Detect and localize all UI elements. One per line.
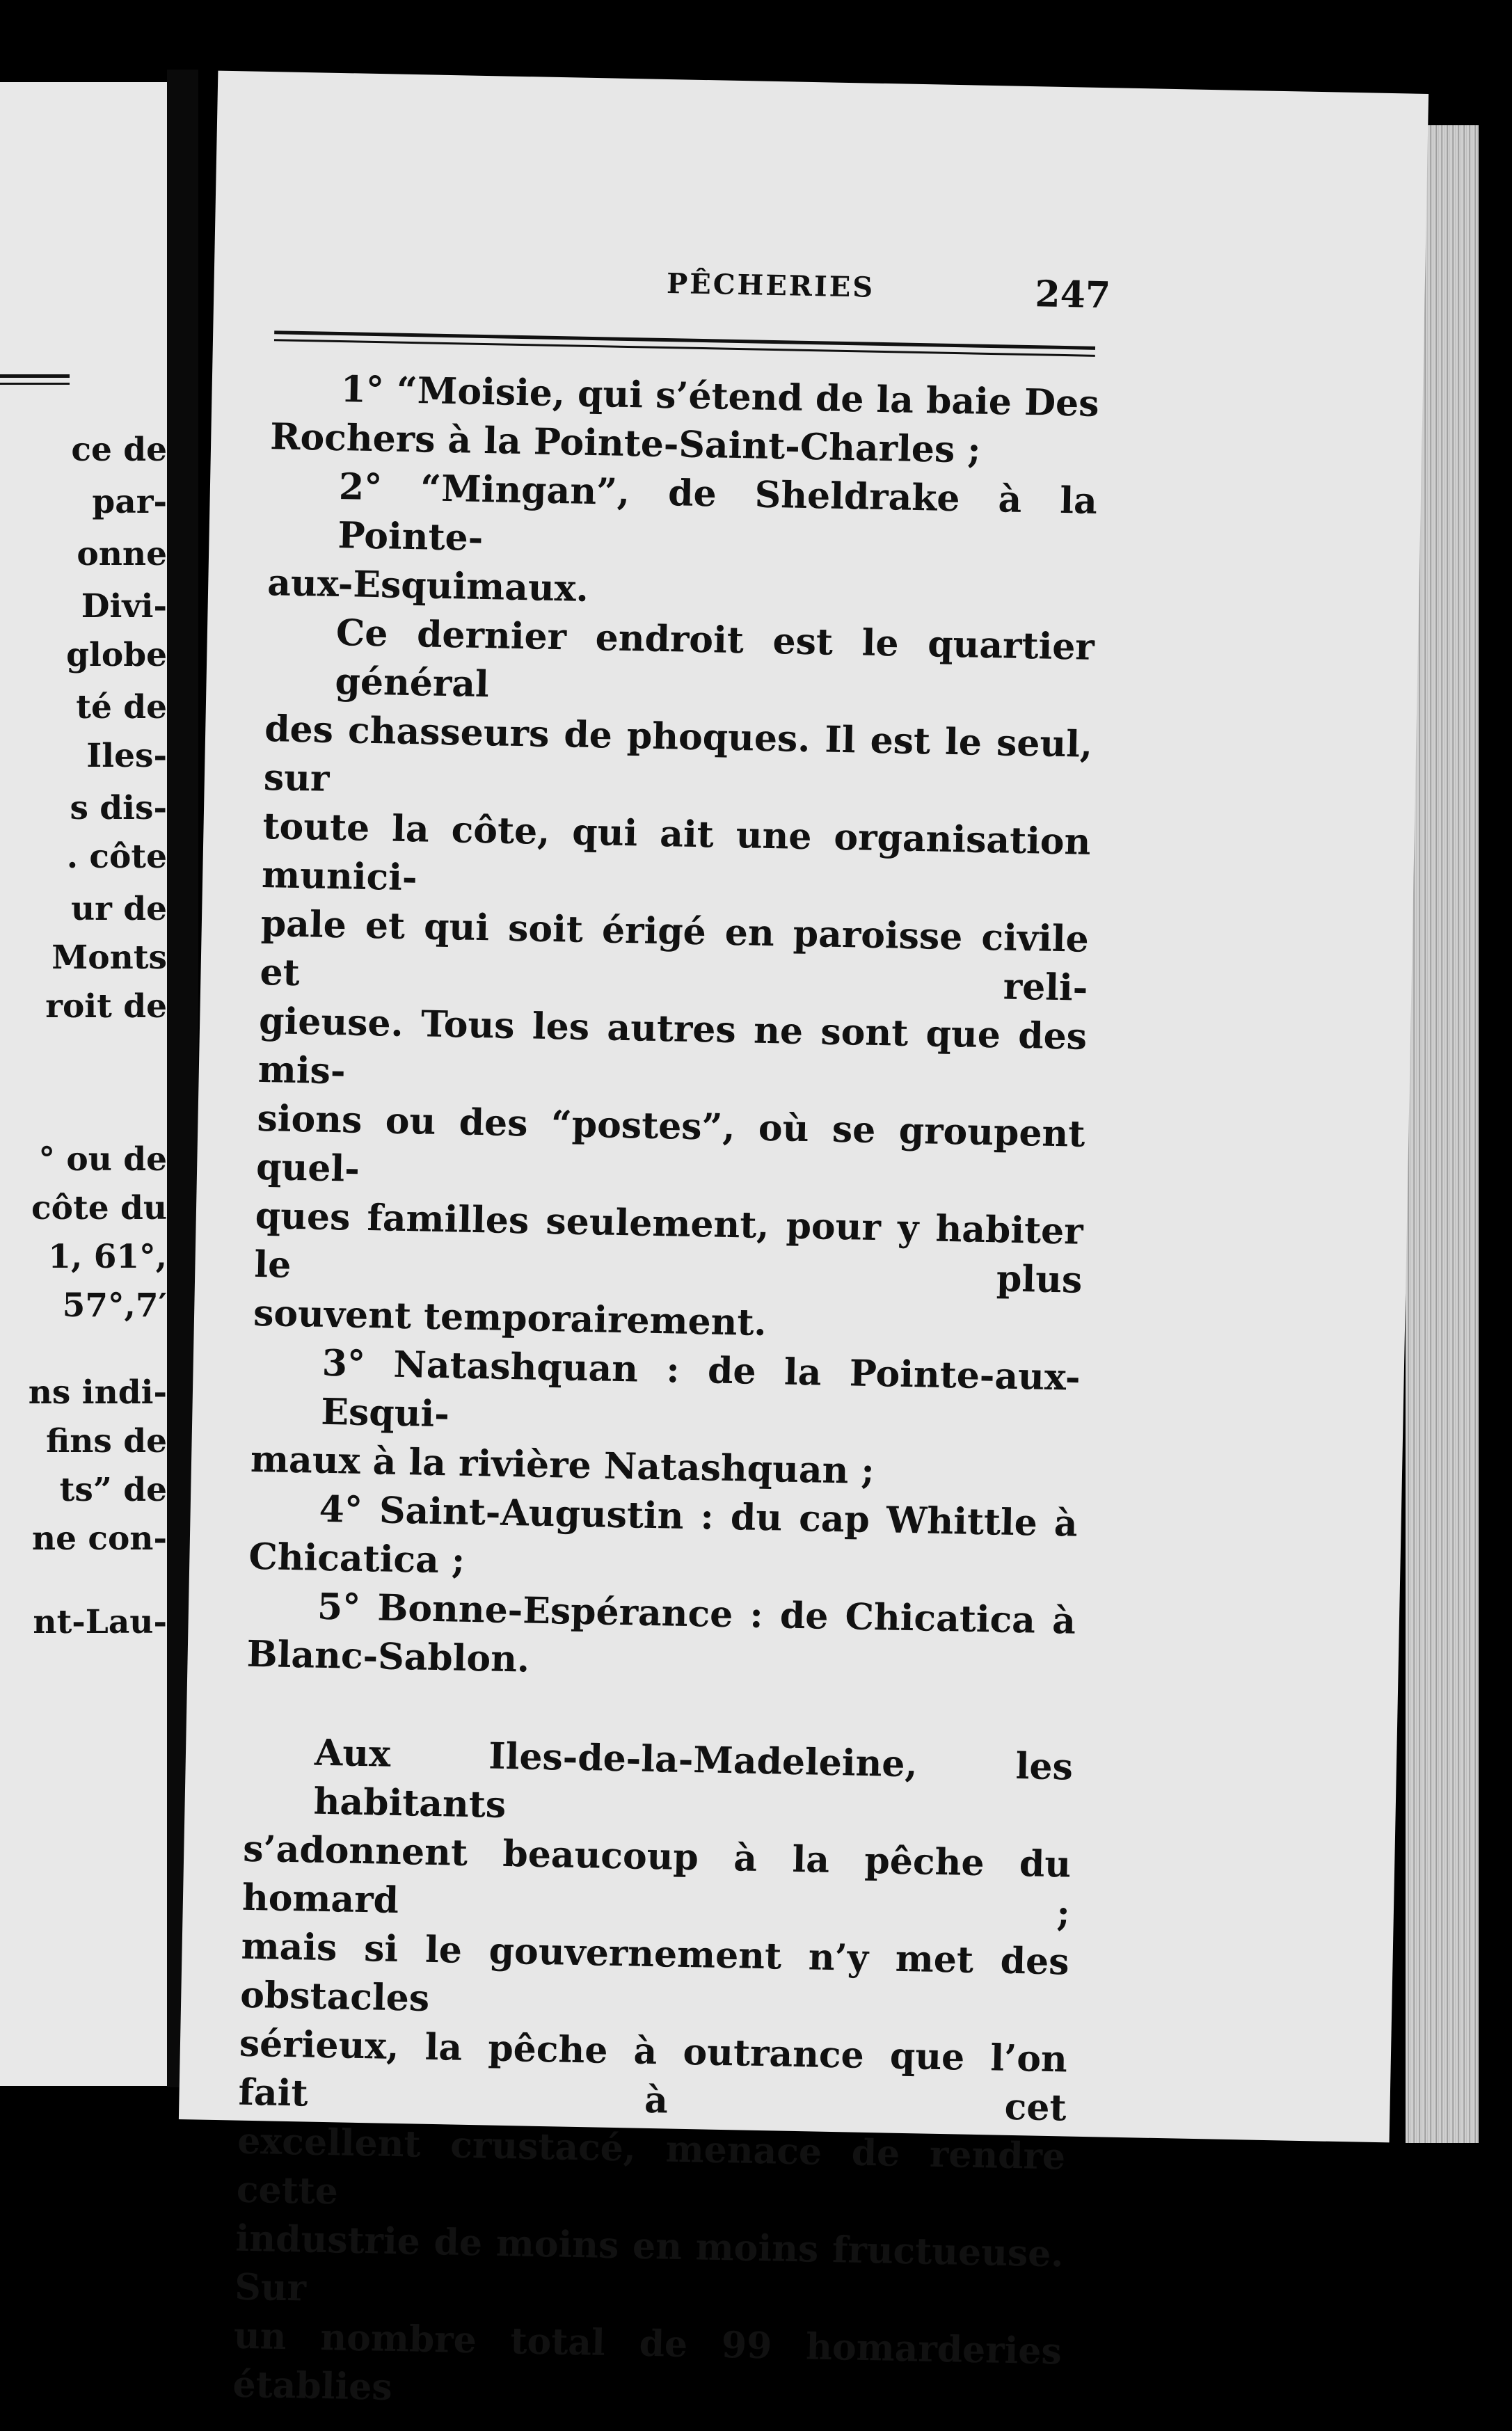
left-page-rule [0, 383, 70, 385]
left-page-line: onne [77, 535, 167, 573]
left-page [0, 82, 167, 2086]
left-page-line: s dis- [70, 789, 167, 827]
text-line: sérieux, la pêche à outrance que l’on fait à cet [238, 2022, 1068, 2130]
left-page-rule [0, 374, 70, 378]
left-page-line: ne con- [31, 1520, 167, 1558]
left-page-line: globe [66, 636, 167, 674]
left-page-line: . côte [66, 838, 167, 876]
paragraph [267, 461, 1098, 623]
text-line: Aux Iles-de-la-Madeleine, les habitants [313, 1731, 1074, 1826]
text-line: s’adonnent beaucoup à la pêche du homard ; [241, 1827, 1072, 1935]
page-number: 247 [1034, 273, 1111, 317]
paragraph [246, 1581, 1076, 1695]
text-line: sions ou des “postes”, où se groupent quel- [255, 1097, 1085, 1190]
text-line: industrie de moins en moins fructueuse. Sur [234, 2217, 1064, 2310]
text-line: pale et qui soit érigé en paroisse civile et reli- [259, 902, 1090, 1010]
running-header: PÊCHERIES [666, 267, 875, 304]
paragraph [270, 364, 1099, 477]
text-line: aux-Esquimaux. [266, 561, 589, 610]
left-page-line: ts” de [59, 1471, 167, 1509]
main-page [179, 71, 1429, 2409]
text-line: Ce dernier endroit est le quartier général [335, 611, 1095, 706]
body-text [232, 364, 1099, 2425]
text-line: toute la côte, qui ait une organisation munici- [261, 805, 1091, 900]
left-page-line: côte du [31, 1189, 167, 1227]
text-line: excellent crustacé, menace de rendre cette [236, 2119, 1066, 2213]
text-line: un nombre total de 99 homarderies établies [232, 2314, 1063, 2409]
left-page-line: té de [76, 688, 167, 726]
paragraph [232, 1728, 1074, 2425]
left-page-line: 1, 61°, [48, 1238, 167, 1276]
text-line: 3° Natashquan : de la Pointe-aux-Esqui- [320, 1341, 1081, 1436]
text-line: souvent temporairement. [253, 1291, 767, 1345]
text-line: Chicatica ; [248, 1535, 465, 1582]
left-page-line: 57°,7′ [62, 1286, 167, 1325]
text-line: 2° “Mingan”, de Sheldrake à la Pointe- [337, 465, 1098, 559]
left-page-line: par- [92, 483, 167, 521]
text-line: 5° Bonne-Espérance : de Chicatica à [317, 1585, 1076, 1643]
text-line: gieuse. Tous les autres ne sont que des mis- [257, 999, 1088, 1093]
text-line: mais si le gouvernement n’y met des obstacles [239, 1924, 1070, 2020]
text-line: Rochers à la Pointe-Saint-Charles ; [269, 415, 982, 472]
left-page-line: ce de [71, 431, 167, 469]
text-line: Blanc-Sablon. [246, 1632, 530, 1681]
left-page-line: ns indi- [28, 1373, 167, 1412]
left-page-line: roit de [45, 987, 167, 1026]
left-page-line: Monts [51, 939, 167, 977]
text-line: ques familles seulement, pour y habiter le plus [253, 1194, 1084, 1302]
paragraph [250, 1338, 1081, 1500]
text-line: 1° “Moisie, qui s’étend de la baie Des [340, 368, 1100, 425]
left-page-line: fins de [46, 1422, 167, 1460]
left-page-line: ur de [70, 890, 167, 928]
left-page-line: Iles- [86, 737, 167, 775]
text-line: maux à la rivière Natashquan ; [250, 1437, 875, 1493]
text-line: 4° Saint-Augustin : du cap Whittle à [319, 1488, 1079, 1545]
left-page-line: Divi- [81, 587, 167, 625]
left-page-line: ° ou de [38, 1140, 167, 1179]
left-page-line: nt-Lau- [33, 1603, 167, 1641]
paragraph [253, 607, 1095, 1354]
text-line: des chasseurs de phoques. Il est le seul, sur [263, 708, 1093, 800]
paragraph [248, 1484, 1078, 1597]
